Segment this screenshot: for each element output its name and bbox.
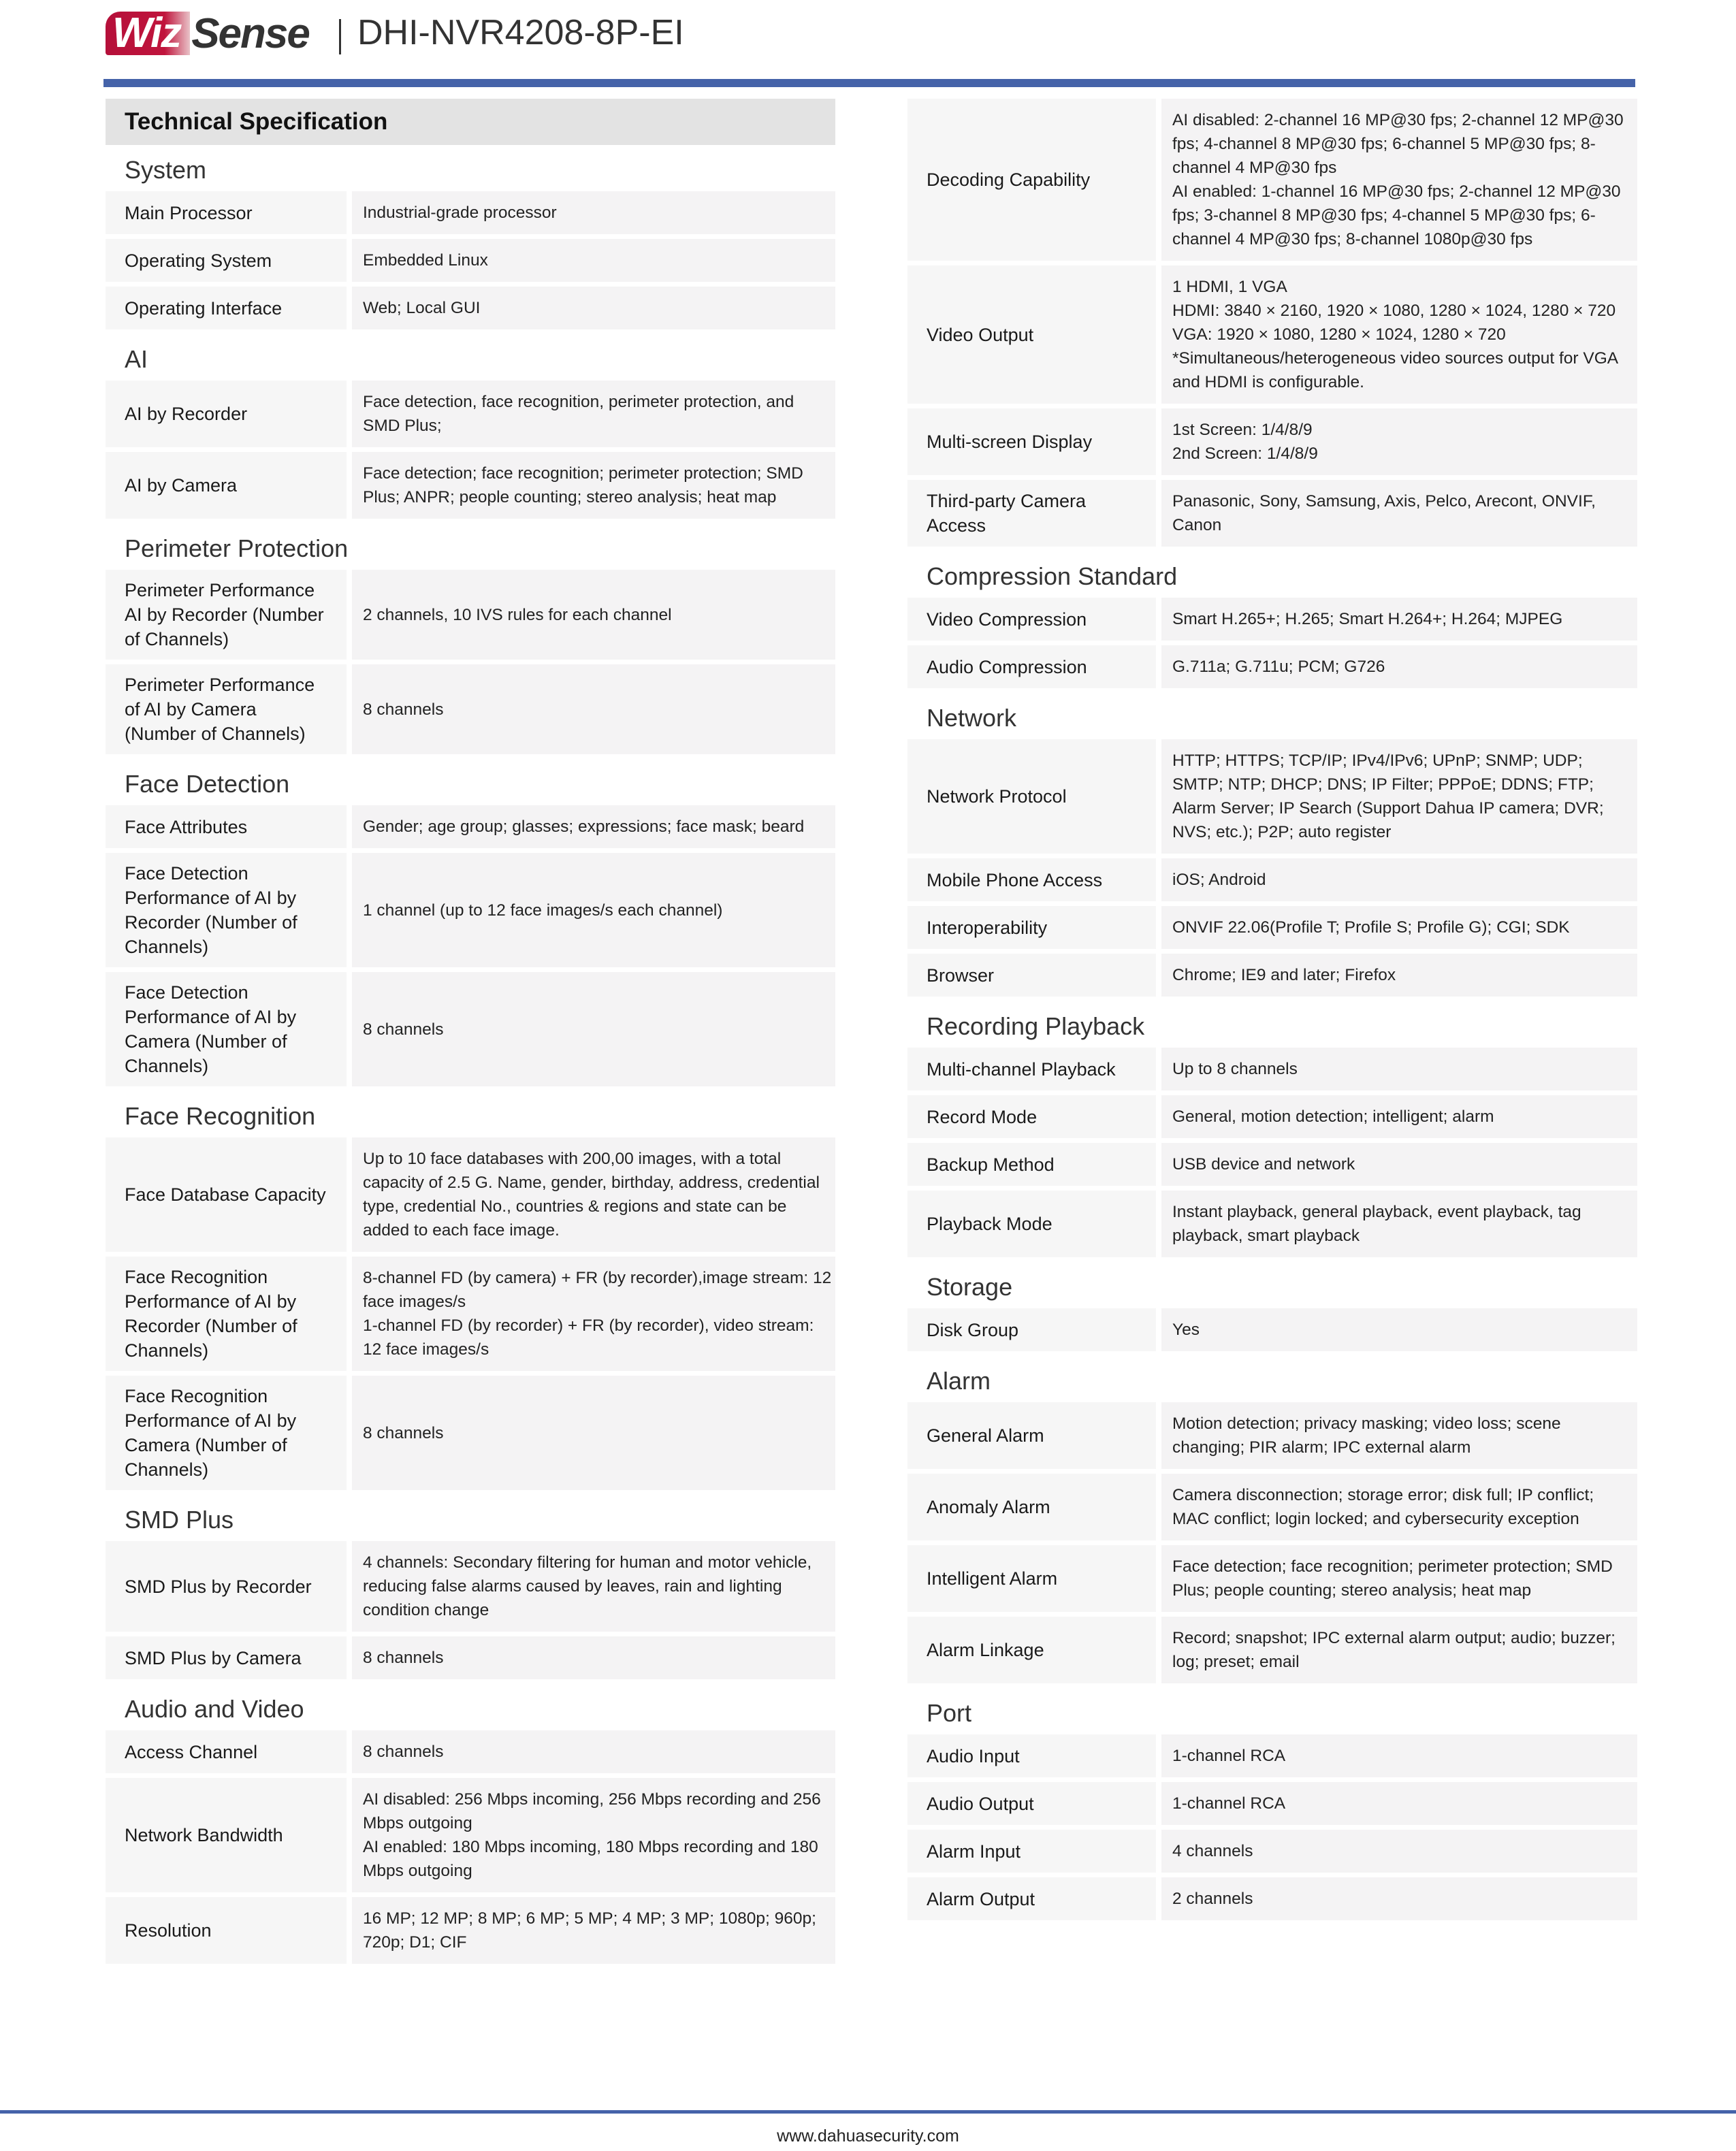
spec-value: 8 channels	[352, 1636, 835, 1679]
spec-value: 8-channel FD (by camera) + FR (by recorder),image stream: 12 face images/s 1-channel FD (by recorder) + FR (by recorder), video stream: 12 face images/s	[352, 1257, 835, 1371]
spec-row-face-database-capacity	[106, 1137, 835, 1252]
logo-sense: Sense	[191, 10, 309, 57]
spec-row-backup-method	[907, 1143, 1637, 1186]
spec-value: AI disabled: 2-channel 16 MP@30 fps; 2-channel 12 MP@30 fps; 4-channel 8 MP@30 fps; 6-channel 5 MP@30 fps; 8-channel 4 MP@30 fps AI enabled: 1-channel 16 MP@30 fps; 2-channel 12 MP@30 fps; 3-channel 8 MP@30 fps; 4-channel 5 MP@30 fps; 6-channel 4 MP@30 fps; 8-channel 1080p@30 fps	[1161, 99, 1637, 261]
spec-row-network-protocol	[907, 739, 1637, 854]
spec-row-access-channel	[106, 1730, 835, 1773]
spec-row-anomaly-alarm	[907, 1474, 1637, 1540]
spec-value: Record; snapshot; IPC external alarm output; audio; buzzer; log; preset; email	[1161, 1617, 1637, 1683]
spec-label: Alarm Linkage	[907, 1617, 1156, 1683]
spec-label: Anomaly Alarm	[907, 1474, 1156, 1540]
spec-value: Motion detection; privacy masking; video loss; scene changing; PIR alarm; IPC external alarm	[1161, 1402, 1637, 1469]
spec-label: Face Detection Performance of AI by Recorder (Number of Channels)	[106, 853, 347, 967]
spec-row-disk-group	[907, 1308, 1637, 1351]
spec-value: Yes	[1161, 1308, 1637, 1351]
spec-title: Technical Specification	[106, 99, 835, 145]
section-heading-face-recognition: Face Recognition	[125, 1102, 316, 1130]
spec-value: 4 channels	[1161, 1830, 1637, 1873]
spec-value: Face detection; face recognition; perimeter protection; SMD Plus; people counting; stereo analysis; heat map	[1161, 1545, 1637, 1612]
wizsense-logo	[106, 10, 309, 57]
spec-label: Interoperability	[907, 906, 1156, 949]
spec-row-third-party-camera-access	[907, 480, 1637, 547]
spec-label: Multi-channel Playback	[907, 1048, 1156, 1090]
spec-label: Face Database Capacity	[106, 1137, 347, 1252]
spec-label: Alarm Input	[907, 1830, 1156, 1873]
header-rule	[103, 79, 1635, 87]
section-heading-perimeter-protection: Perimeter Protection	[125, 534, 349, 562]
spec-row-multi-screen-display	[907, 408, 1637, 475]
spec-row-face-detection-performance-of-ai-by-camera-number-of-channels	[106, 972, 835, 1086]
section-heading-network: Network	[927, 704, 1017, 732]
spec-value: HTTP; HTTPS; TCP/IP; IPv4/IPv6; UPnP; SNMP; UDP; SMTP; NTP; DHCP; DNS; IP Filter; PPPoE; DDNS; FTP; Alarm Server; IP Search (Support Dahua IP camera; DVR; NVS; etc.); P2P; auto register	[1161, 739, 1637, 854]
spec-label: Backup Method	[907, 1143, 1156, 1186]
spec-label: Operating System	[106, 239, 347, 282]
spec-label: AI by Recorder	[106, 381, 347, 447]
spec-value: Camera disconnection; storage error; disk full; IP conflict; MAC conflict; login locked; and cybersecurity exception	[1161, 1474, 1637, 1540]
spec-row-ai-by-recorder	[106, 381, 835, 447]
spec-label: Mobile Phone Access	[907, 858, 1156, 901]
spec-value: Industrial-grade processor	[352, 191, 835, 234]
spec-row-alarm-linkage	[907, 1617, 1637, 1683]
spec-value: Face detection, face recognition, perimeter protection, and SMD Plus;	[352, 381, 835, 447]
spec-label: Audio Input	[907, 1734, 1156, 1777]
spec-value: Face detection; face recognition; perimeter protection; SMD Plus; ANPR; people counting; stereo analysis; heat map	[352, 452, 835, 519]
spec-row-interoperability	[907, 906, 1637, 949]
spec-value: 8 channels	[352, 664, 835, 754]
spec-value: Panasonic, Sony, Samsung, Axis, Pelco, Arecont, ONVIF, Canon	[1161, 480, 1637, 547]
spec-row-resolution	[106, 1897, 835, 1964]
spec-value: 1st Screen: 1/4/8/9 2nd Screen: 1/4/8/9	[1161, 408, 1637, 475]
spec-label: Third-party Camera Access	[907, 480, 1156, 547]
spec-label: Main Processor	[106, 191, 347, 234]
section-heading-compression-standard: Compression Standard	[927, 562, 1178, 590]
spec-label: SMD Plus by Recorder	[106, 1541, 347, 1632]
spec-label: Intelligent Alarm	[907, 1545, 1156, 1612]
spec-value: Up to 10 face databases with 200,00 images, with a total capacity of 2.5 G. Name, gender, birthday, address, credential type, credential No., countries & regions and state can be added to each face image.	[352, 1137, 835, 1252]
spec-label: Playback Mode	[907, 1191, 1156, 1257]
model-name: DHI-NVR4208-8P-EI	[357, 13, 684, 52]
spec-label: Network Bandwidth	[106, 1778, 347, 1892]
spec-value: 2 channels, 10 IVS rules for each channel	[352, 570, 835, 660]
spec-row-decoding-capability	[907, 99, 1637, 261]
spec-row-alarm-output	[907, 1877, 1637, 1920]
spec-value: 8 channels	[352, 972, 835, 1086]
spec-row-face-detection-performance-of-ai-by-recorder-number-of-channels	[106, 853, 835, 967]
spec-value: 1 channel (up to 12 face images/s each channel)	[352, 853, 835, 967]
spec-row-face-recognition-performance-of-ai-by-camera-number-of-channels	[106, 1376, 835, 1490]
section-heading-smd-plus: SMD Plus	[125, 1506, 234, 1534]
spec-row-network-bandwidth	[106, 1778, 835, 1892]
spec-label: Video Output	[907, 265, 1156, 404]
spec-label: SMD Plus by Camera	[106, 1636, 347, 1679]
spec-row-browser	[907, 954, 1637, 997]
section-heading-audio-and-video: Audio and Video	[125, 1695, 304, 1723]
spec-label: Face Attributes	[106, 805, 347, 848]
spec-value: 8 channels	[352, 1376, 835, 1490]
spec-row-smd-plus-by-camera	[106, 1636, 835, 1679]
section-heading-port: Port	[927, 1699, 972, 1727]
spec-value: Gender; age group; glasses; expressions; face mask; beard	[352, 805, 835, 848]
spec-row-mobile-phone-access	[907, 858, 1637, 901]
spec-row-operating-interface	[106, 287, 835, 329]
spec-label: Record Mode	[907, 1095, 1156, 1138]
spec-row-perimeter-performance-of-ai-by-camera-number-of-channels	[106, 664, 835, 754]
spec-label: Alarm Output	[907, 1877, 1156, 1920]
spec-row-face-recognition-performance-of-ai-by-recorder-number-of-channels	[106, 1257, 835, 1371]
spec-row-audio-input	[907, 1734, 1637, 1777]
spec-row-alarm-input	[907, 1830, 1637, 1873]
spec-value: Smart H.265+; H.265; Smart H.264+; H.264; MJPEG	[1161, 598, 1637, 641]
footer-url: www.dahuasecurity.com	[777, 2126, 959, 2146]
spec-label: Operating Interface	[106, 287, 347, 329]
spec-row-intelligent-alarm	[907, 1545, 1637, 1612]
spec-column-right	[907, 99, 1637, 1925]
spec-label: Audio Output	[907, 1782, 1156, 1825]
spec-value: ONVIF 22.06(Profile T; Profile S; Profile G); CGI; SDK	[1161, 906, 1637, 949]
spec-row-audio-compression	[907, 645, 1637, 688]
footer-rule	[0, 2110, 1736, 2114]
spec-label: Video Compression	[907, 598, 1156, 641]
spec-value: 8 channels	[352, 1730, 835, 1773]
section-heading-storage: Storage	[927, 1273, 1013, 1301]
spec-value: 2 channels	[1161, 1877, 1637, 1920]
spec-label: Perimeter Performance AI by Recorder (Number of Channels)	[106, 570, 347, 660]
section-heading-alarm: Alarm	[927, 1367, 991, 1395]
spec-value: 1-channel RCA	[1161, 1734, 1637, 1777]
spec-label: Perimeter Performance of AI by Camera (Number of Channels)	[106, 664, 347, 754]
spec-value: 1 HDMI, 1 VGA HDMI: 3840 × 2160, 1920 × 1080, 1280 × 1024, 1280 × 720 VGA: 1920 × 1080, 1280 × 1024, 1280 × 720 *Simultaneous/heterogeneous video sources output for VGA and HDMI is configurable.	[1161, 265, 1637, 404]
spec-row-face-attributes	[106, 805, 835, 848]
spec-label: Face Detection Performance of AI by Camera (Number of Channels)	[106, 972, 347, 1086]
spec-value: 16 MP; 12 MP; 8 MP; 6 MP; 5 MP; 4 MP; 3 MP; 1080p; 960p; 720p; D1; CIF	[352, 1897, 835, 1964]
spec-label: Face Recognition Performance of AI by Recorder (Number of Channels)	[106, 1257, 347, 1371]
spec-row-general-alarm	[907, 1402, 1637, 1469]
spec-label: AI by Camera	[106, 452, 347, 519]
spec-value: Chrome; IE9 and later; Firefox	[1161, 954, 1637, 997]
spec-label: Face Recognition Performance of AI by Camera (Number of Channels)	[106, 1376, 347, 1490]
section-heading-system: System	[125, 156, 207, 184]
spec-label: General Alarm	[907, 1402, 1156, 1469]
spec-row-multi-channel-playback	[907, 1048, 1637, 1090]
spec-value: Instant playback, general playback, event playback, tag playback, smart playback	[1161, 1191, 1637, 1257]
spec-label: Resolution	[106, 1897, 347, 1964]
spec-column-left	[106, 99, 835, 1969]
spec-label: Access Channel	[106, 1730, 347, 1773]
section-heading-ai: AI	[125, 345, 148, 373]
spec-row-smd-plus-by-recorder	[106, 1541, 835, 1632]
spec-value: iOS; Android	[1161, 858, 1637, 901]
spec-value: USB device and network	[1161, 1143, 1637, 1186]
spec-label: Multi-screen Display	[907, 408, 1156, 475]
spec-row-record-mode	[907, 1095, 1637, 1138]
spec-value: 4 channels: Secondary filtering for human and motor vehicle, reducing false alarms caused by leaves, rain and lighting condition change	[352, 1541, 835, 1632]
spec-row-playback-mode	[907, 1191, 1637, 1257]
spec-row-audio-output	[907, 1782, 1637, 1825]
spec-label: Disk Group	[907, 1308, 1156, 1351]
spec-label: Decoding Capability	[907, 99, 1156, 261]
spec-label: Browser	[907, 954, 1156, 997]
section-heading-recording-playback: Recording Playback	[927, 1012, 1145, 1040]
spec-value: Embedded Linux	[352, 239, 835, 282]
spec-row-operating-system	[106, 239, 835, 282]
spec-label: Audio Compression	[907, 645, 1156, 688]
section-heading-face-detection: Face Detection	[125, 770, 290, 798]
title-divider	[339, 19, 341, 54]
spec-row-video-output	[907, 265, 1637, 404]
spec-value: G.711a; G.711u; PCM; G726	[1161, 645, 1637, 688]
spec-row-perimeter-performance-ai-by-recorder-number-of-channels	[106, 570, 835, 660]
spec-value: 1-channel RCA	[1161, 1782, 1637, 1825]
spec-value: General, motion detection; intelligent; alarm	[1161, 1095, 1637, 1138]
spec-value: Up to 8 channels	[1161, 1048, 1637, 1090]
spec-row-video-compression	[907, 598, 1637, 641]
spec-value: Web; Local GUI	[352, 287, 835, 329]
spec-value: AI disabled: 256 Mbps incoming, 256 Mbps recording and 256 Mbps outgoing AI enabled: 180 Mbps incoming, 180 Mbps recording and 180 Mbps outgoing	[352, 1778, 835, 1892]
spec-label: Network Protocol	[907, 739, 1156, 854]
spec-row-ai-by-camera	[106, 452, 835, 519]
logo-wiz: Wiz	[106, 12, 190, 55]
spec-row-main-processor	[106, 191, 835, 234]
